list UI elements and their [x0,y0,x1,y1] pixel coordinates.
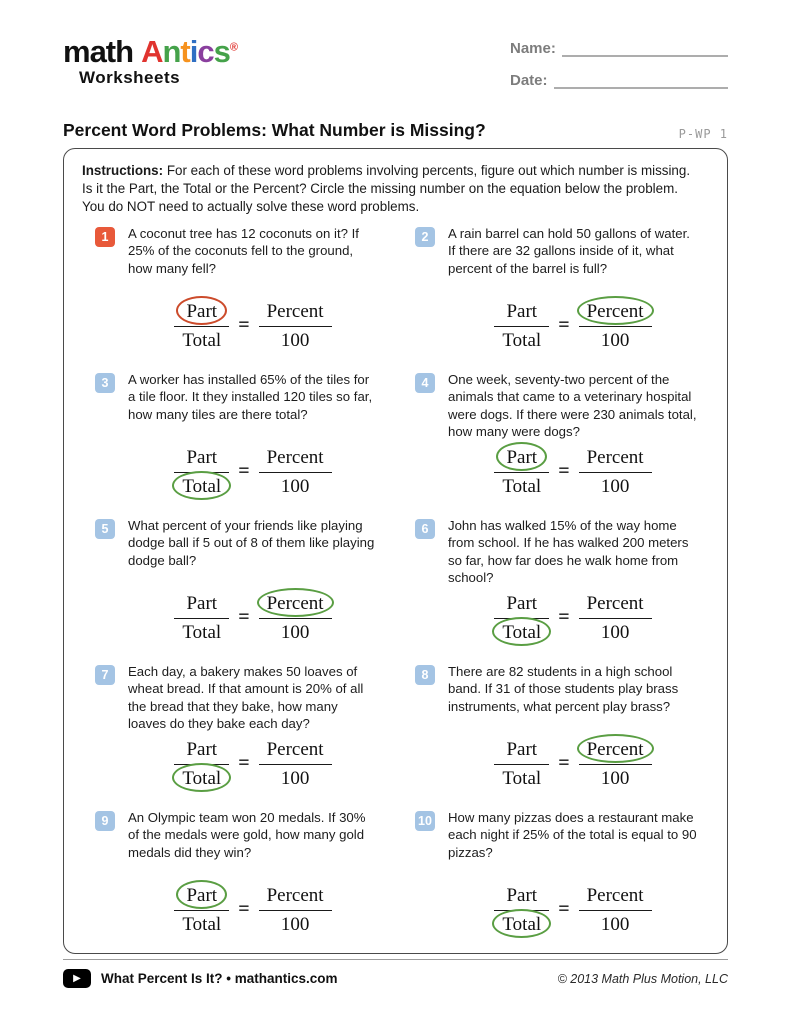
problem-text: Each day, a bakery makes 50 loaves of wheat bread. If that amount is 20% of all the bread that they bake, how many loaves do they bake each day? [128,663,364,732]
equation-row [128,301,378,371]
worksheet-box [63,148,728,954]
equation-100-label: 100 [600,329,630,351]
equation-100-label: 100 [600,767,630,789]
equation-part-label: Part [506,884,538,906]
equation-total-label: Total [182,621,222,643]
registered-mark: ® [229,41,237,54]
fraction-denominator [259,911,332,936]
fraction-denominator [174,619,229,644]
fraction-denominator [259,765,332,790]
equation-part-label: Part [506,300,538,322]
circle-annotation [577,296,654,325]
right-fraction [579,301,652,352]
problem-header [95,371,393,424]
fraction-denominator [174,473,229,498]
equals-sign: = [558,897,570,920]
left-fraction [494,885,549,936]
equation-percent-label: Percent [266,300,324,322]
equation-part-label: Part [506,592,538,614]
problem-number: 1 [101,229,109,244]
circle-annotation [176,880,227,909]
play-button-icon [63,969,91,988]
right-fraction [579,739,652,790]
problem-header [415,371,713,441]
fraction-numerator [494,447,549,473]
fraction-numerator [259,593,332,619]
name-label: Name: [510,40,556,57]
equation-percent-label: Percent [586,301,645,323]
equation [494,885,651,936]
mathantics-logo [63,36,237,104]
problem-number: 2 [421,229,429,244]
logo-letter: c [197,34,214,69]
instructions [82,162,694,217]
equation [494,593,651,644]
fraction-numerator [174,885,229,911]
logo-subtitle: Worksheets [79,68,181,87]
problem-cell [415,225,713,371]
right-fraction [579,447,652,498]
equation-row [448,885,698,955]
equation-part-label: Part [186,446,218,468]
problem-text: What percent of your friends like playing dodge ball if 5 out of 8 of them like playing dodge ball? [128,517,375,568]
fraction-denominator [579,765,652,790]
equation-percent-label: Percent [586,739,645,761]
left-fraction [174,301,229,352]
fraction-denominator [259,327,332,352]
equation [174,447,331,498]
fraction-numerator [259,301,332,327]
fraction-numerator [579,447,652,473]
logo-letter: i [189,34,198,69]
date-label: Date: [510,72,548,89]
equation-100-label: 100 [280,913,310,935]
footer-left [63,969,338,988]
header [63,36,728,104]
equation-part-label: Part [185,301,218,323]
problem-cell [95,663,393,809]
problem-number-badge [95,373,115,393]
equals-sign: = [558,459,570,482]
problems-grid [78,225,713,955]
fraction-numerator [174,739,229,765]
problem-number: 5 [101,521,109,536]
equation-total-label: Total [181,768,222,790]
equation-100-label: 100 [280,475,310,497]
circle-annotation [176,296,227,325]
problem-number-badge [95,811,115,831]
problem-cell [95,809,393,955]
problem-number-badge [415,227,435,247]
fraction-numerator [579,301,652,327]
circle-annotation [172,763,231,792]
footer-video-title: What Percent Is It? • mathantics.com [101,971,338,986]
problem-text: There are 82 students in a high school band. If 31 of those students play brass instruments, what percent play brass? [448,663,679,714]
name-field [510,40,728,57]
problem-text: A coconut tree has 12 coconuts on it? If 25% of the coconuts fell to the ground, how many fell? [128,225,359,276]
problem-header [95,225,393,278]
circle-annotation [492,617,551,646]
fraction-numerator [494,593,549,619]
right-fraction [579,885,652,936]
fraction-denominator [494,619,549,644]
problem-number: 7 [101,667,109,682]
equation [494,301,651,352]
equation-total-label: Total [181,476,222,498]
equation-row [448,593,698,663]
fraction-denominator [174,327,229,352]
logo-wordmark [63,36,237,67]
equation-row [448,301,698,371]
date-blank-line [554,72,728,89]
right-fraction [259,301,332,352]
equation-100-label: 100 [280,621,310,643]
instructions-body: For each of these word problems involving percents, figure out which number is missing. Is it the Part, the Total or the Percent? Circle the missing number on the equation below the problem. You do NOT need to actually solve these word problems. [82,163,691,215]
problem-number: 3 [101,375,109,390]
equation [174,593,331,644]
problem-text: One week, seventy-two percent of the animals that came to a veterinary hospital were dogs. If there were 230 animals total, how many were dogs? [448,371,697,440]
equation [494,447,651,498]
problem-cell [95,517,393,663]
left-fraction [174,739,229,790]
problem-text: A rain barrel can hold 50 gallons of water. If there are 32 gallons inside of it, what percent of the barrel is full? [448,225,690,276]
logo-letter: n [162,34,181,69]
equation-percent-label: Percent [266,593,325,615]
problem-cell [95,225,393,371]
equation-part-label: Part [186,738,218,760]
fraction-denominator [579,619,652,644]
problem-number: 9 [101,813,109,828]
problem-number-badge [95,227,115,247]
problem-number: 6 [421,521,429,536]
fraction-numerator [494,301,549,327]
problem-number-badge [415,519,435,539]
equation-100-label: 100 [600,913,630,935]
problem-number-badge [415,811,435,831]
equation-total-label: Total [502,475,542,497]
problem-header [95,517,393,570]
equation-100-label: 100 [280,767,310,789]
fraction-numerator [174,593,229,619]
problem-header [415,225,713,278]
fraction-numerator [494,739,549,765]
name-blank-line [562,40,728,57]
fraction-denominator [494,911,549,936]
fraction-denominator [259,619,332,644]
equals-sign: = [238,313,250,336]
left-fraction [494,447,549,498]
circle-annotation [577,734,654,763]
problem-header [415,809,713,862]
problem-number-badge [95,519,115,539]
left-fraction [494,593,549,644]
equation-total-label: Total [502,329,542,351]
logo-letter: A [141,34,163,69]
equation-part-label: Part [506,738,538,760]
equals-sign: = [238,459,250,482]
problem-number-badge [415,373,435,393]
problem-number: 4 [421,375,429,390]
fraction-numerator [174,301,229,327]
copyright-text: © 2013 Math Plus Motion, LLC [557,971,728,986]
fraction-numerator [174,447,229,473]
problem-text: John has walked 15% of the way home from school. If he has walked 200 meters so far, how far does he walk home from school? [448,517,689,586]
page-title: Percent Word Problems: What Number is Missing? [63,120,486,140]
problem-header [95,809,393,862]
problem-number-badge [415,665,435,685]
problem-text: A worker has installed 65% of the tiles for a tile floor. It they installed 120 tiles so far, how many tiles are there total? [128,371,373,422]
equation-percent-label: Percent [586,592,644,614]
footer-divider [63,959,728,960]
fraction-denominator [579,473,652,498]
fraction-numerator [259,739,332,765]
equation-total-label: Total [182,913,222,935]
equation-row [448,739,698,809]
equation-row [448,447,698,517]
problem-number: 8 [421,667,429,682]
equation-total-label: Total [502,767,542,789]
problem-header [95,663,393,733]
equation-100-label: 100 [280,329,310,351]
equation-percent-label: Percent [586,446,644,468]
problem-cell [415,809,713,955]
date-field [510,72,728,89]
circle-annotation [257,588,334,617]
equation-100-label: 100 [600,621,630,643]
equation-percent-label: Percent [266,884,324,906]
problem-header [415,517,713,587]
left-fraction [174,593,229,644]
equation [494,739,651,790]
footer [63,969,728,988]
equation [174,885,331,936]
fraction-denominator [174,765,229,790]
name-date-block [510,40,728,104]
equation [174,301,331,352]
equals-sign: = [558,313,570,336]
fraction-denominator [579,327,652,352]
logo-letter: t [180,34,190,69]
equals-sign: = [238,751,250,774]
problem-number-badge [95,665,115,685]
problem-text: An Olympic team won 20 medals. If 30% of the medals were gold, how many gold medals did they win? [128,809,366,860]
equation-row [128,447,378,517]
equation-total-label: Total [501,622,542,644]
instructions-label: Instructions: [82,163,164,178]
title-row [63,120,728,141]
sheet-code: P-WP 1 [678,127,728,141]
logo-letter: s [213,34,230,69]
equation-row [128,885,378,955]
equation [174,739,331,790]
equals-sign: = [238,605,250,628]
fraction-numerator [579,885,652,911]
equation-part-label: Part [505,447,538,469]
fraction-denominator [494,327,549,352]
circle-annotation [492,909,551,938]
equation-percent-label: Percent [266,446,324,468]
equation-total-label: Total [501,914,542,936]
left-fraction [174,885,229,936]
left-fraction [494,739,549,790]
right-fraction [259,885,332,936]
fraction-denominator [579,911,652,936]
fraction-numerator [579,739,652,765]
circle-annotation [496,442,547,471]
problem-cell [415,663,713,809]
right-fraction [259,593,332,644]
right-fraction [259,447,332,498]
fraction-numerator [259,885,332,911]
fraction-numerator [494,885,549,911]
fraction-numerator [579,593,652,619]
fraction-denominator [174,911,229,936]
problem-number: 10 [418,813,432,828]
fraction-denominator [494,473,549,498]
left-fraction [494,301,549,352]
equation-part-label: Part [186,592,218,614]
problem-cell [415,517,713,663]
problem-cell [95,371,393,517]
problem-header [415,663,713,716]
right-fraction [579,593,652,644]
equals-sign: = [238,897,250,920]
logo-math-text: math [63,34,134,69]
right-fraction [259,739,332,790]
problem-cell [415,371,713,517]
left-fraction [174,447,229,498]
equation-row [128,593,378,663]
equation-total-label: Total [182,329,222,351]
equation-percent-label: Percent [586,884,644,906]
equation-100-label: 100 [600,475,630,497]
equation-row [128,739,378,809]
logo-antics-text [141,34,230,69]
fraction-denominator [494,765,549,790]
equals-sign: = [558,605,570,628]
fraction-numerator [259,447,332,473]
circle-annotation [172,471,231,500]
problem-text: How many pizzas does a restaurant make each night if 25% of the total is equal to 90 pizzas? [448,809,697,860]
equation-part-label: Part [185,885,218,907]
equals-sign: = [558,751,570,774]
equation-percent-label: Percent [266,738,324,760]
fraction-denominator [259,473,332,498]
play-triangle-icon: ▶ [73,973,81,984]
